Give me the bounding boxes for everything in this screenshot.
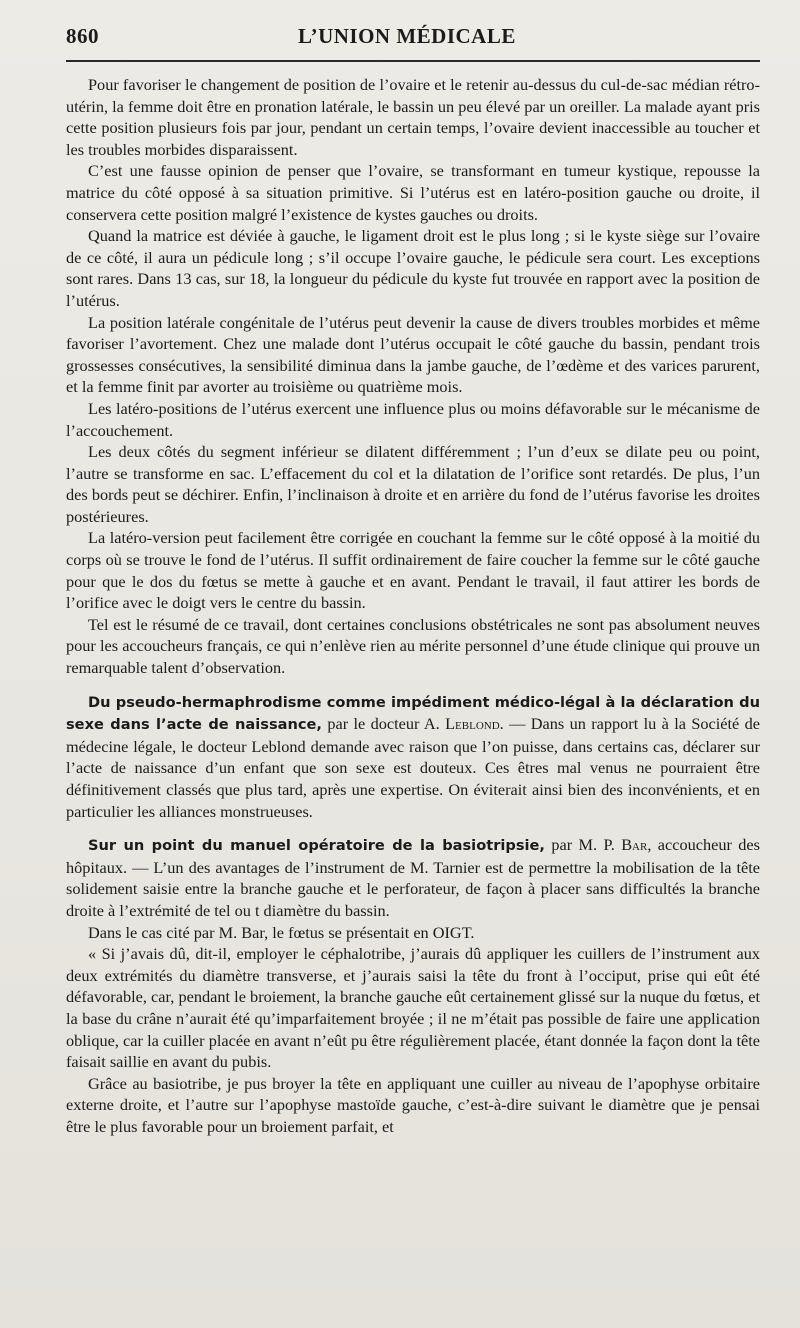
journal-title: L’UNION MÉDICALE <box>298 24 516 48</box>
paragraph: Pour favoriser le changement de position de l’ovaire et le retenir au-dessus du cul-de-sac médian rétro-utérin, la femme doit être en pronation latérale, le bassin un peu élevé par un oreiller. La malade ayant pris cette position plusieurs fois par jour, pendant un certain temps, l’ovaire devient inaccessible au toucher et les troubles morbides disparaissent. <box>66 75 760 159</box>
byline: par le docteur A. <box>321 714 446 734</box>
section-text: , accoucheur des hôpitaux. — L’un des avantages de l’instrument de M. Tarnier est de permettre la mobilisation de la tête solidement saisie entre la branche gauche et le perforateur, de façon à placer sans difficultés la branche droite à l’extrémité de tel ou t diamètre du bassin. <box>66 835 760 920</box>
paragraph: Dans le cas cité par M. Bar, le fœtus se présentait en OIGT. <box>88 922 475 942</box>
header-rule <box>66 60 760 62</box>
section-pseudo-hermaphrodisme <box>66 691 760 823</box>
page-number: 860 <box>66 24 99 48</box>
paragraph: Quand la matrice est déviée à gauche, le ligament droit est le plus long ; si le kyste siège sur l’ovaire de ce côté, il aura un pédicule long ; s’il occupe l’ovaire gauche, le pédicule sera court. Les exceptions sont rares. Dans 13 cas, sur 18, la longueur du pédicule du kyste fut trouvée en rapport avec la position de l’utérus. <box>66 226 760 310</box>
paragraph: La position latérale congénitale de l’utérus peut devenir la cause de divers troubles morbides et même favoriser l’avortement. Chez une malade dont l’utérus occupait le côté gauche du bassin, pendant trois grossesses consécutives, la sensibilité diminua dans la jambe gauche, de l’œdème et des varices parurent, et la femme finit par avorter au troisième ou quatrième mois. <box>66 312 760 397</box>
page-header <box>66 22 760 52</box>
author-name: Bar <box>621 835 648 855</box>
section-basiotripsie <box>66 834 760 921</box>
section-title: Du pseudo-hermaphrodisme comme impédiment médico-légal à la déclaration du sexe dans l’acte de naissance, <box>66 693 760 734</box>
paragraph: Tel est le résumé de ce travail, dont certaines conclusions obstétricales ne sont pas absolument neuves pour les accoucheurs français, ce qui n’enlève rien au mérite personnel d’une étude clinique qui prouve un remarquable talent d’observation. <box>66 614 760 678</box>
paragraph: C’est une fausse opinion de penser que l’ovaire, se transformant en tumeur kystique, repousse la matrice du côté opposé à sa situation primitive. Si l’utérus est en latéro-position gauche ou droite, il conservera cette position malgré l’existence de kystes gauches ou droits. <box>66 161 760 224</box>
paragraph: Les deux côtés du segment inférieur se dilatent différemment ; l’un d’eux se dilate peu ou point, l’autre se transforme en sac. L’effacement du col et la dilatation de l’orifice sont retardés. De plus, l’un des bords peut se déchirer. Enfin, l’inclinaison à droite et en arrière du fond de l’utérus favorise les droites postérieures. <box>66 442 760 526</box>
byline: par M. P. <box>544 835 622 855</box>
author-name: Leblond <box>445 714 500 734</box>
paragraph: La latéro-version peut facilement être corrigée en couchant la femme sur le côté opposé à la moitié du corps où se trouve le fond de l’utérus. Il suffit ordinairement de faire coucher la femme sur le côté gauche pour que le dos du fœtus se mette à gauche et en avant. Pendant le travail, il faut attirer les bords de l’orifice avec le doigt vers le centre du bassin. <box>66 528 760 613</box>
paragraph: « Si j’avais dû, dit-il, employer le céphalotribe, j’aurais dû appliquer les cuillers de l’instrument aux deux extrémités du diamètre transverse, et j’aurais saisi la tête du front à l’occiput, prise qui eût été défavorable, car, pendant le broiement, la branche gauche eût certainement glissé sur la nuque du fœtus, et la base du crâne n’aurait été qu’imparfaitement broyée ; il ne m’était pas possible de faire une application oblique, car la cuiller placée en avant n’eût pu être régulièrement placée, étant donnée la façon dont la tête faisait saillie en avant du pubis. <box>66 944 760 1072</box>
section-text: . — Dans un rapport lu à la Société de médecine légale, le docteur Leblond demande avec raison que l’on puisse, dans certains cas, déclarer sur l’acte de naissance d’un enfant que son sexe est douteux. Ces êtres mal venus ne pourraient être définitivement classés que plus tard, après une expertise. On éviterait ainsi bien des inconvénients, et en particulier les alliances monstrueuses. <box>66 714 761 821</box>
section-title: Sur un point du manuel opératoire de la basiotripsie, <box>88 837 545 855</box>
paragraph: Grâce au basiotribe, je pus broyer la tête en appliquant une cuiller au niveau de l’apophyse orbitaire externe droite, et l’autre sur l’apophyse mastoïde gauche, c’est-à-dire suivant le diamètre que je pensai être le plus favorable pour un broiement parfait, et <box>66 1073 760 1136</box>
article-body <box>66 74 760 1138</box>
paragraph: Les latéro-positions de l’utérus exercent une influence plus ou moins défavorable sur le mécanisme de l’accouchement. <box>66 398 760 440</box>
